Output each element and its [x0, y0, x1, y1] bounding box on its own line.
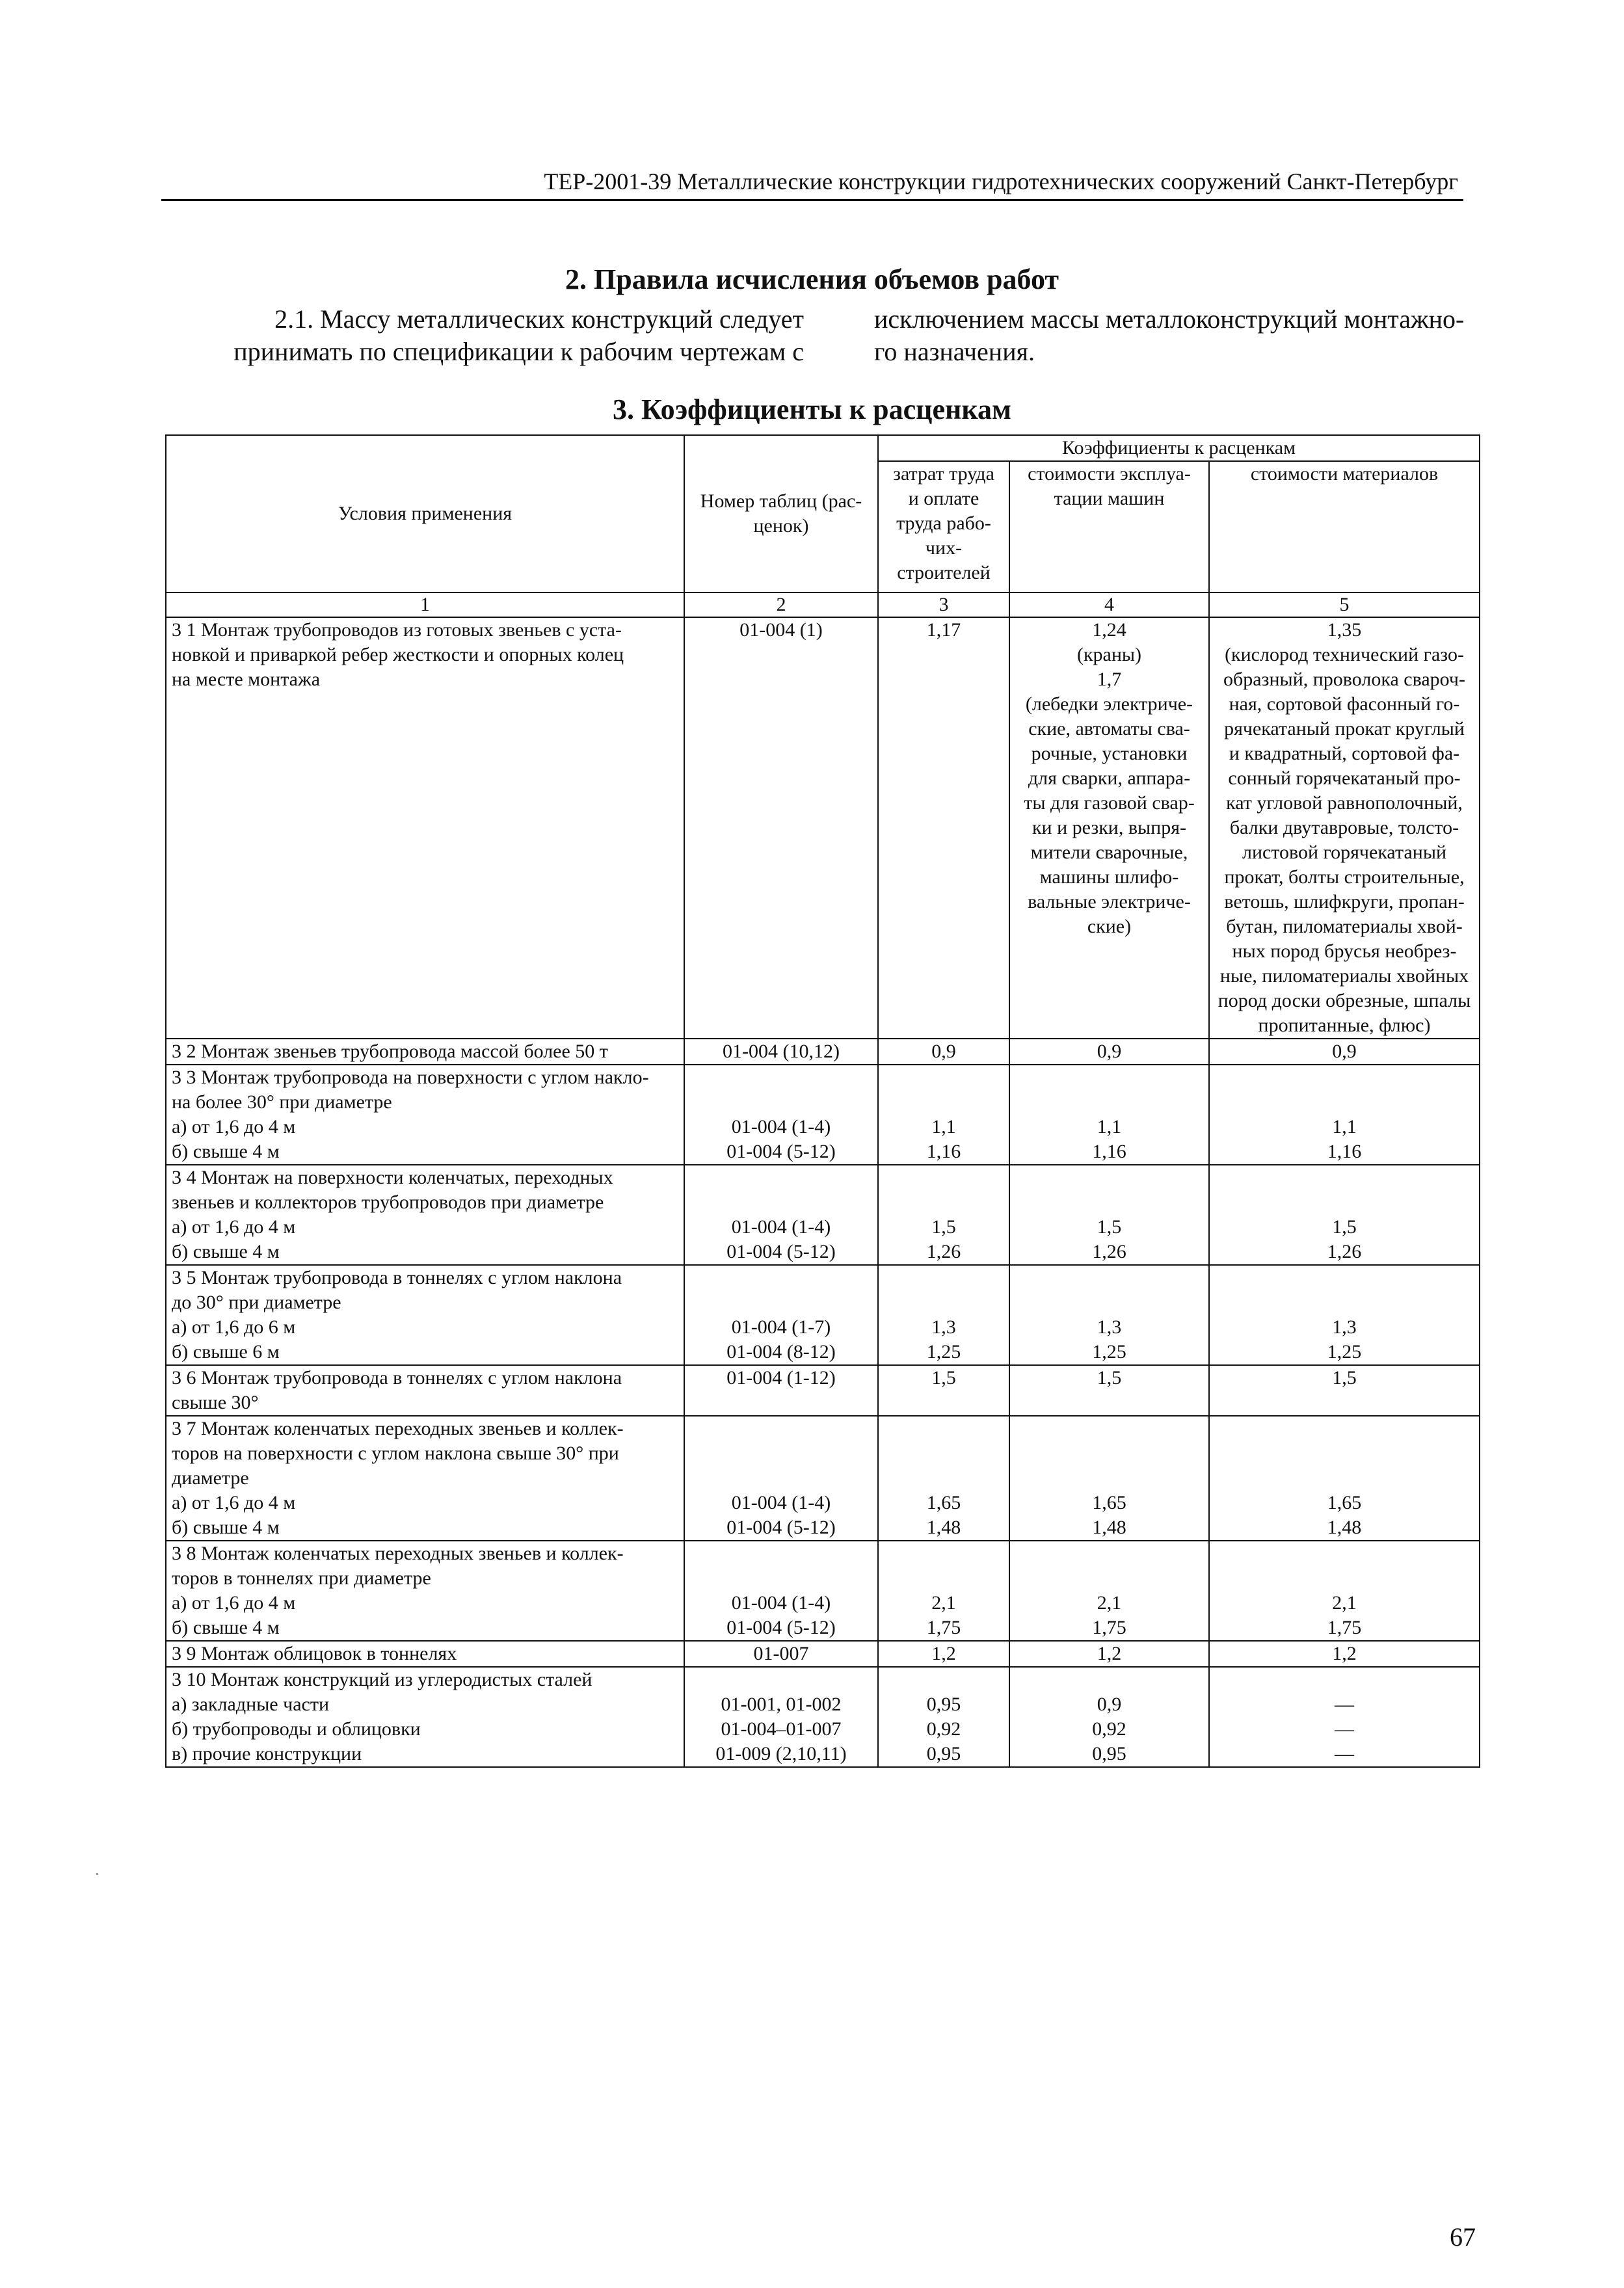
table-row — [166, 1416, 1480, 1541]
cell-mach: 2,1 1,75 — [1009, 1541, 1209, 1641]
cell-mach: 1,2 — [1009, 1641, 1209, 1667]
cell-num: 01-004 (10,12) — [684, 1039, 878, 1065]
cell-labor: 1,2 — [878, 1641, 1009, 1667]
column-number: 5 — [1209, 592, 1480, 617]
cell-mat: 0,9 — [1209, 1039, 1480, 1065]
cell-labor: 2,1 1,75 — [878, 1541, 1009, 1641]
cell-num: 01-007 — [684, 1641, 878, 1667]
cell-cond: 3 6 Монтаж трубопровода в тоннелях с углом наклона свыше 30° — [166, 1365, 684, 1416]
section-2-text-left — [180, 303, 804, 368]
table-row — [166, 1065, 1480, 1165]
section-2-left-line: принимать по спецификации к рабочим чертежам с — [233, 337, 804, 366]
cell-labor: 1,5 1,26 — [878, 1165, 1009, 1265]
section-2-right-line: исключением массы металлоконструкций монтажно- — [874, 304, 1465, 334]
cell-mat: 1,65 1,48 — [1209, 1416, 1480, 1541]
running-header — [161, 166, 1463, 201]
table-row — [166, 1365, 1480, 1416]
cell-cond: 3 8 Монтаж коленчатых переходных звеньев и коллек- торов в тоннелях при диаметре а) от 1,6 до 4 м б) свыше 4 м — [166, 1541, 684, 1641]
header-materials: стоимости материалов — [1209, 461, 1480, 592]
header-table-number: Номер таблиц (рас- ценок) — [684, 435, 878, 592]
coefficients-table — [165, 434, 1480, 1768]
cell-labor: 1,5 — [878, 1365, 1009, 1416]
cell-mat: 1,2 — [1209, 1641, 1480, 1667]
column-number: 4 — [1009, 592, 1209, 617]
cell-mach: 0,9 0,92 0,95 — [1009, 1667, 1209, 1767]
header-labor: затрат труда и оплате труда рабо- чих- строителей — [878, 461, 1009, 592]
cell-mach: 1,24 (краны) 1,7 (лебедки электриче- ские, автоматы сва- рочные, установки для сварки, аппара- ты для газовой свар- ки и резки, выпря- мители сварочные, машины шлифо- вальные электриче- ские) — [1009, 617, 1209, 1039]
cell-mach: 1,1 1,16 — [1009, 1065, 1209, 1165]
cell-cond: 3 2 Монтаж звеньев трубопровода массой более 50 т — [166, 1039, 684, 1065]
cell-num: 01-004 (1-4) 01-004 (5-12) — [684, 1165, 878, 1265]
cell-mach: 1,3 1,25 — [1009, 1265, 1209, 1365]
table-row — [166, 1641, 1480, 1667]
cell-num: 01-004 (1) — [684, 617, 878, 1039]
cell-mat: — — — — [1209, 1667, 1480, 1767]
cell-cond: 3 10 Монтаж конструкций из углеродистых сталей а) закладные части б) трубопроводы и облицовки в) прочие конструкции — [166, 1667, 684, 1767]
cell-mach: 1,5 — [1009, 1365, 1209, 1416]
table-row — [166, 1165, 1480, 1265]
cell-mat: 1,5 — [1209, 1365, 1480, 1416]
cell-mach: 0,9 — [1009, 1039, 1209, 1065]
cell-cond: 3 5 Монтаж трубопровода в тоннелях с углом наклона до 30° при диаметре а) от 1,6 до 6 м б) свыше 6 м — [166, 1265, 684, 1365]
cell-mat: 2,1 1,75 — [1209, 1541, 1480, 1641]
cell-cond: 3 7 Монтаж коленчатых переходных звеньев и коллек- торов на поверхности с углом наклона свыше 30° при диаметре а) от 1,6 до 4 м б) свыше 4 м — [166, 1416, 684, 1541]
cell-num: 01-004 (1-7) 01-004 (8-12) — [684, 1265, 878, 1365]
header-coefficients: Коэффициенты к расценкам — [878, 435, 1480, 461]
header-conditions: Условия применения — [166, 435, 684, 592]
cell-mat: 1,5 1,26 — [1209, 1165, 1480, 1265]
cell-mat: 1,1 1,16 — [1209, 1065, 1480, 1165]
column-number-row — [166, 592, 1480, 617]
table-row — [166, 1541, 1480, 1641]
table-row — [166, 1039, 1480, 1065]
cell-labor: 1,65 1,48 — [878, 1416, 1009, 1541]
cell-mach: 1,5 1,26 — [1009, 1165, 1209, 1265]
cell-num: 01-004 (1-4) 01-004 (5-12) — [684, 1541, 878, 1641]
column-number: 1 — [166, 592, 684, 617]
running-header-text: ТЕР-2001-39 Металлические конструкции гидротехнических сооружений Санкт-Петербург — [544, 168, 1458, 194]
cell-cond: 3 9 Монтаж облицовок в тоннелях — [166, 1641, 684, 1667]
section-3-title: 3. Коэффициенты к расценкам — [612, 393, 1012, 425]
section-2-title: 2. Правила исчисления объемов работ — [565, 263, 1059, 295]
cell-num: 01-004 (1-12) — [684, 1365, 878, 1416]
cell-cond: 3 1 Монтаж трубопроводов из готовых звеньев с уста- новкой и приваркой ребер жесткости и опорных колец на месте монтажа — [166, 617, 684, 1039]
cell-labor: 0,9 — [878, 1039, 1009, 1065]
cell-mat: 1,35 (кислород технический газо- образный, проволока свароч- ная, сортовой фасонный го- рячекатаный прокат круглый и квадратный, сортовой фа- сонный горячекатаный про- кат угловой равнополочный, балки двутавровые, толсто- листовой горячекатаный прокат, болты строительные, ветошь, шлифкруги, пропан- бутан, пиломатериалы хвой- ных пород брусья необрез- ные, пиломатериалы хвойных пород доски обрезные, шпалы пропитанные, флюс) — [1209, 617, 1480, 1039]
column-number: 3 — [878, 592, 1009, 617]
table-header-row — [166, 435, 1480, 461]
cell-labor: 1,3 1,25 — [878, 1265, 1009, 1365]
cell-labor: 0,95 0,92 0,95 — [878, 1667, 1009, 1767]
table-row — [166, 1667, 1480, 1767]
page-number: 67 — [1450, 2222, 1476, 2252]
cell-cond: 3 3 Монтаж трубопровода на поверхности с углом накло- на более 30° при диаметре а) от 1,6 до 4 м б) свыше 4 м — [166, 1065, 684, 1165]
scan-speck — [96, 1873, 98, 1875]
section-2-text-right — [874, 303, 1485, 368]
header-machines: стоимости эксплуа- тации машин — [1009, 461, 1209, 592]
cell-num: 01-004 (1-4) 01-004 (5-12) — [684, 1065, 878, 1165]
section-2-right-line: го назначения. — [874, 337, 1035, 366]
cell-labor: 1,1 1,16 — [878, 1065, 1009, 1165]
cell-num: 01-004 (1-4) 01-004 (5-12) — [684, 1416, 878, 1541]
column-number: 2 — [684, 592, 878, 617]
cell-mach: 1,65 1,48 — [1009, 1416, 1209, 1541]
cell-labor: 1,17 — [878, 617, 1009, 1039]
cell-mat: 1,3 1,25 — [1209, 1265, 1480, 1365]
table-row — [166, 617, 1480, 1039]
section-2-left-line: 2.1. Массу металлических конструкций следует — [274, 304, 804, 334]
cell-cond: 3 4 Монтаж на поверхности коленчатых, переходных звеньев и коллекторов трубопроводов при диаметре а) от 1,6 до 4 м б) свыше 4 м — [166, 1165, 684, 1265]
cell-num: 01-001, 01-002 01-004–01-007 01-009 (2,10,11) — [684, 1667, 878, 1767]
table-row — [166, 1265, 1480, 1365]
